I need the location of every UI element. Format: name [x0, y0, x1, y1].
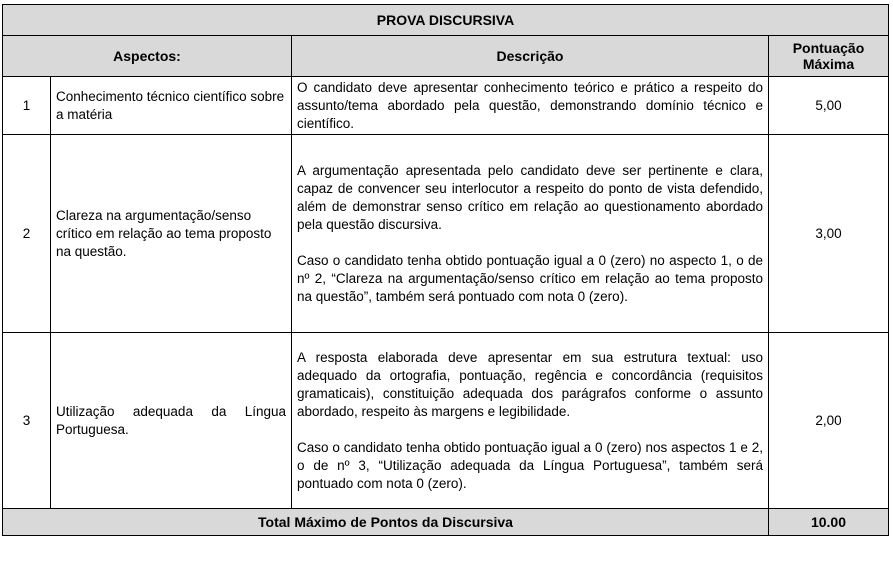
description-cell [292, 135, 769, 333]
header-max-score-line1: Pontuação [792, 40, 865, 56]
description-paragraph: A argumentação apresentada pelo candidato deve ser pertinente e clara, capaz de convencer seu interlocutor a respeito do ponto de vista defendido, além de demonstrar senso crítico em relação ao questionamento abordado pela questão discursiva. [297, 162, 763, 232]
total-row [3, 509, 889, 536]
table-row [3, 135, 889, 333]
table-title: PROVA DISCURSIVA [3, 5, 889, 36]
total-label: Total Máximo de Pontos da Discursiva [3, 509, 769, 536]
description-paragraph: Caso o candidato tenha obtido pontuação igual a 0 (zero) nos aspectos 1 e 2, o de nº 3, “Utilização adequada da Língua Portuguesa”, também será pontuado com nota 0 (zero). [297, 439, 763, 491]
header-max-score-line2: Máxima [802, 56, 855, 72]
table-row [3, 77, 889, 135]
header-max-score [769, 36, 889, 77]
total-value: 10.00 [769, 509, 889, 536]
description-paragraph: A resposta elaborada deve apresentar em sua estrutura textual: uso adequado da ortografia, pontuação, regência e concordância (requisitos gramaticais), constituição adequada dos parágrafos conforme o assunto abordado, respeito às margens e legibilidade. [297, 349, 763, 419]
row-number: 3 [3, 333, 51, 509]
aspect-cell: Conhecimento técnico científico sobre a matéria [51, 77, 292, 135]
scoring-rubric-table [2, 4, 889, 536]
description-paragraph: O candidato deve apresentar conhecimento teórico e prático a respeito do assunto/tema abordado pela questão, demonstrando domínio técnico e científico. [297, 79, 763, 131]
table-row [3, 333, 889, 509]
header-description: Descrição [292, 36, 769, 77]
score-cell: 5,00 [769, 77, 889, 135]
title-row [3, 5, 889, 36]
description-cell [292, 77, 769, 135]
row-number: 1 [3, 77, 51, 135]
description-cell [292, 333, 769, 509]
header-aspects: Aspectos: [3, 36, 292, 77]
aspect-cell: Clareza na argumentação/senso crítico em relação ao tema proposto na questão. [51, 135, 292, 333]
aspect-cell: Utilização adequada da Língua Portuguesa. [51, 333, 292, 509]
score-cell: 3,00 [769, 135, 889, 333]
score-cell: 2,00 [769, 333, 889, 509]
row-number: 2 [3, 135, 51, 333]
header-row [3, 36, 889, 77]
description-paragraph: Caso o candidato tenha obtido pontuação igual a 0 (zero) no aspecto 1, o de nº 2, “Clareza na argumentação/senso crítico em relação ao tema proposto na questão”, também será pontuado com nota 0 (zero). [297, 252, 763, 304]
